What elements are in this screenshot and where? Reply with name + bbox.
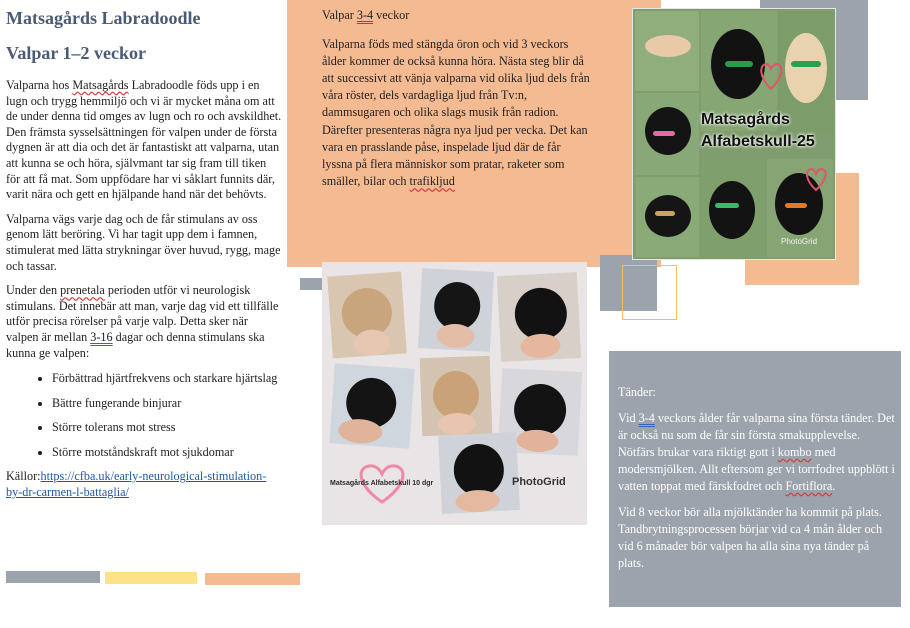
teeth-panel xyxy=(609,351,901,607)
puppy-tile xyxy=(635,177,699,257)
photogrid-watermark: PhotoGrid xyxy=(512,476,566,488)
text-span: veckors ålder får valparna sina första tänder. Det är också nu som de får sin första smakupplevelse. Nötfärs brukar vara riktigt gott i xyxy=(618,410,895,459)
paragraph-stimulation: Valparna vägs varje dag och de får stimulans av oss genom lätt beröring. Vi har tagit upp dem i famnen, stimulerat med lätta strykningar över huvud, rygg, mage och tassar. xyxy=(6,211,281,273)
puppies-10-days-photo xyxy=(322,262,587,525)
photo-title-line1: Matsagårds xyxy=(701,111,790,128)
text-span: . xyxy=(832,478,836,493)
grammar-word: 3-4 xyxy=(638,410,655,425)
teeth-content xyxy=(618,385,896,572)
grammar-word: 3-16 xyxy=(90,329,113,344)
decor-outline-square xyxy=(622,265,677,320)
sources-label: Källor: xyxy=(6,469,41,484)
puppy-tile xyxy=(701,159,765,257)
paragraph-birth xyxy=(6,78,282,203)
spellcheck-word: Fortiflora xyxy=(785,478,833,493)
decor-bar-slate xyxy=(6,571,100,583)
text-span: Labradoodle föds upp i en lugn och trygg hemmiljö och vi är mycket måna om att de under denna tid omges av lugn och ro och avskildhet. Den främsta sysselsättningen för valpen under de första dygnen är att dia och det är fantastiskt att valparna, utan att kunna se och höra, självmant tar sig fram till tiken för att få mat. Som uppfödare har vi såklart funnits där, varit nära och gett en hjälpande hand när det behövts. xyxy=(6,78,282,202)
sources xyxy=(6,469,282,500)
puppy-tile xyxy=(635,11,699,91)
sources-link[interactable]: https://cfba.uk/early-neurological-stimulation-by-dr-carmen-l-battaglia/ xyxy=(6,469,267,500)
heart-icon xyxy=(803,165,829,193)
list-item: • Större tolerans mot stress xyxy=(52,420,282,436)
photogrid-watermark: PhotoGrid xyxy=(781,237,818,246)
photo-caption: Matsagårds Alfabetskull 10 dgr xyxy=(330,480,434,487)
heart-icon xyxy=(757,59,785,93)
weeks-3-4-body xyxy=(322,36,590,191)
weeks-3-4-content xyxy=(322,8,590,190)
photo-title-line2: Alfabetskull-25 xyxy=(701,133,815,150)
teeth-paragraph-2: Vid 8 veckor bör alla mjölktänder ha kommit på plats. Tandbrytningsprocessen börjar vid ca 4 mån ålder och vid 6 månader bör valpen ha alla sina nya tänder på plats. xyxy=(618,504,883,570)
teeth-paragraph-1 xyxy=(618,410,896,495)
puppy-tile xyxy=(497,272,581,362)
spellcheck-word: kombo xyxy=(777,444,812,459)
puppy-tile xyxy=(329,363,414,448)
text-span: Valpar xyxy=(322,8,357,22)
left-column xyxy=(6,8,282,501)
section-heading-1-2-weeks: Valpar 1–2 veckor xyxy=(6,43,147,63)
list-item: • Förbättrad hjärtfrekvens och starkare hjärtslag xyxy=(52,371,282,387)
spellcheck-word: Matsagårds xyxy=(72,78,129,92)
teeth-heading: Tänder: xyxy=(618,385,656,399)
grammar-word: 3-4 xyxy=(356,8,374,22)
puppy-tile xyxy=(327,272,407,359)
puppy-tile xyxy=(420,356,493,436)
weeks-3-4-panel xyxy=(287,0,661,267)
alfabetskull-25-photo xyxy=(632,8,836,260)
spellcheck-word: prenetala xyxy=(60,283,105,298)
spellcheck-word: trafikljud xyxy=(409,174,455,189)
text-span: veckor xyxy=(373,8,410,22)
text-span: med modersmjölken. Allt eftersom ger vi torrfodret uppblött i vatten toppat med färskfodret och xyxy=(618,444,895,493)
puppy-tile xyxy=(635,93,699,175)
weeks-3-4-heading xyxy=(322,8,590,24)
text-span: Vid xyxy=(618,410,639,425)
decor-bar-yellow xyxy=(105,572,197,584)
text-span: Valparna hos xyxy=(6,78,73,92)
page-title: Matsagårds Labradoodle xyxy=(6,8,201,28)
list-item: • Större motståndskraft mot sjukdomar xyxy=(52,445,282,461)
text-span: dagar och denna stimulans ska kunna ge valpen: xyxy=(6,329,265,360)
puppy-tile xyxy=(438,432,520,514)
puppy-tile xyxy=(418,268,494,352)
decor-slate-small xyxy=(300,278,322,290)
list-item: • Bättre fungerande binjurar xyxy=(52,396,282,412)
text-span: Under den xyxy=(6,283,61,298)
decor-bar-peach xyxy=(205,573,300,585)
benefits-list xyxy=(6,371,282,460)
text-span: Valparna föds med stängda öron och vid 3 veckors ålder kommer de också kunna höra. Nästa steg blir då att successivt att vänja valparna vid olika ljud dels från våra röster, dels vardagliga ljud från Tv:n, dammsugaren och olika slags musik från radion. Därefter presenteras några nya ljud per vecka. Det kan vara en prasslande påse, inspelade ljud där de får lyssna på flera människor som pratar, raketer som smäller, bilar och xyxy=(322,36,590,189)
paragraph-neurological xyxy=(6,283,282,361)
text-span: perioden utför vi neurologisk stimulans. Det innebär att man, varje dag vid ett tillfälle utför precisa rörelser på varje valp. Detta sker när valpen är mellan xyxy=(6,283,279,344)
